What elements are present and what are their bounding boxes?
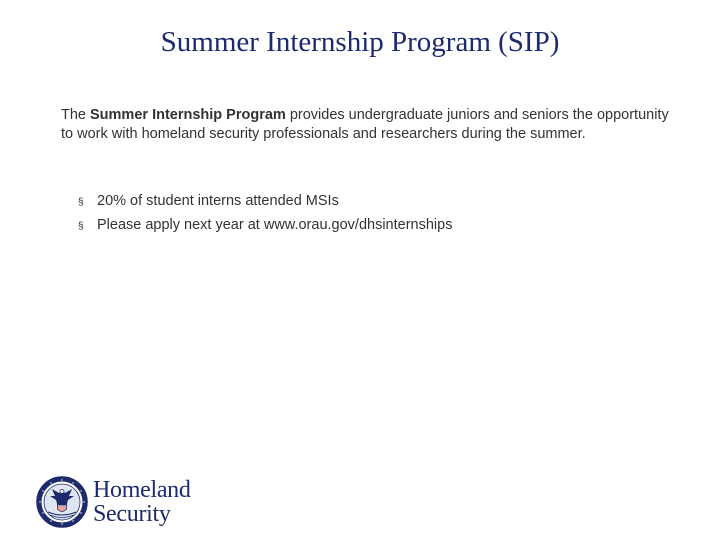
intro-paragraph [61,106,671,144]
intro-prefix: The [61,107,91,123]
intro-suffix: provides undergraduate juniors and seniors the opportunity to work with homeland security professionals and researchers during the summer. [61,107,669,142]
slide-title: Summer Internship Program (SIP) [160,26,560,58]
bullet-glyph: § [78,221,84,232]
bullet-text: 20% of student interns attended MSIs [97,193,339,209]
bullet-item [78,214,678,238]
bullet-text: Please apply next year at www.orau.gov/dhsinternships [97,217,453,233]
logo-line-2: Security [93,501,171,527]
logo-line-1: Homeland [93,477,191,503]
bullet-item [78,190,678,214]
bullet-glyph: § [78,197,84,208]
logo-wordmark [93,478,191,526]
homeland-security-logo [36,474,226,530]
bullet-list [78,190,678,238]
dhs-seal-icon [36,476,88,528]
program-name: Summer Internship Program [90,107,286,123]
